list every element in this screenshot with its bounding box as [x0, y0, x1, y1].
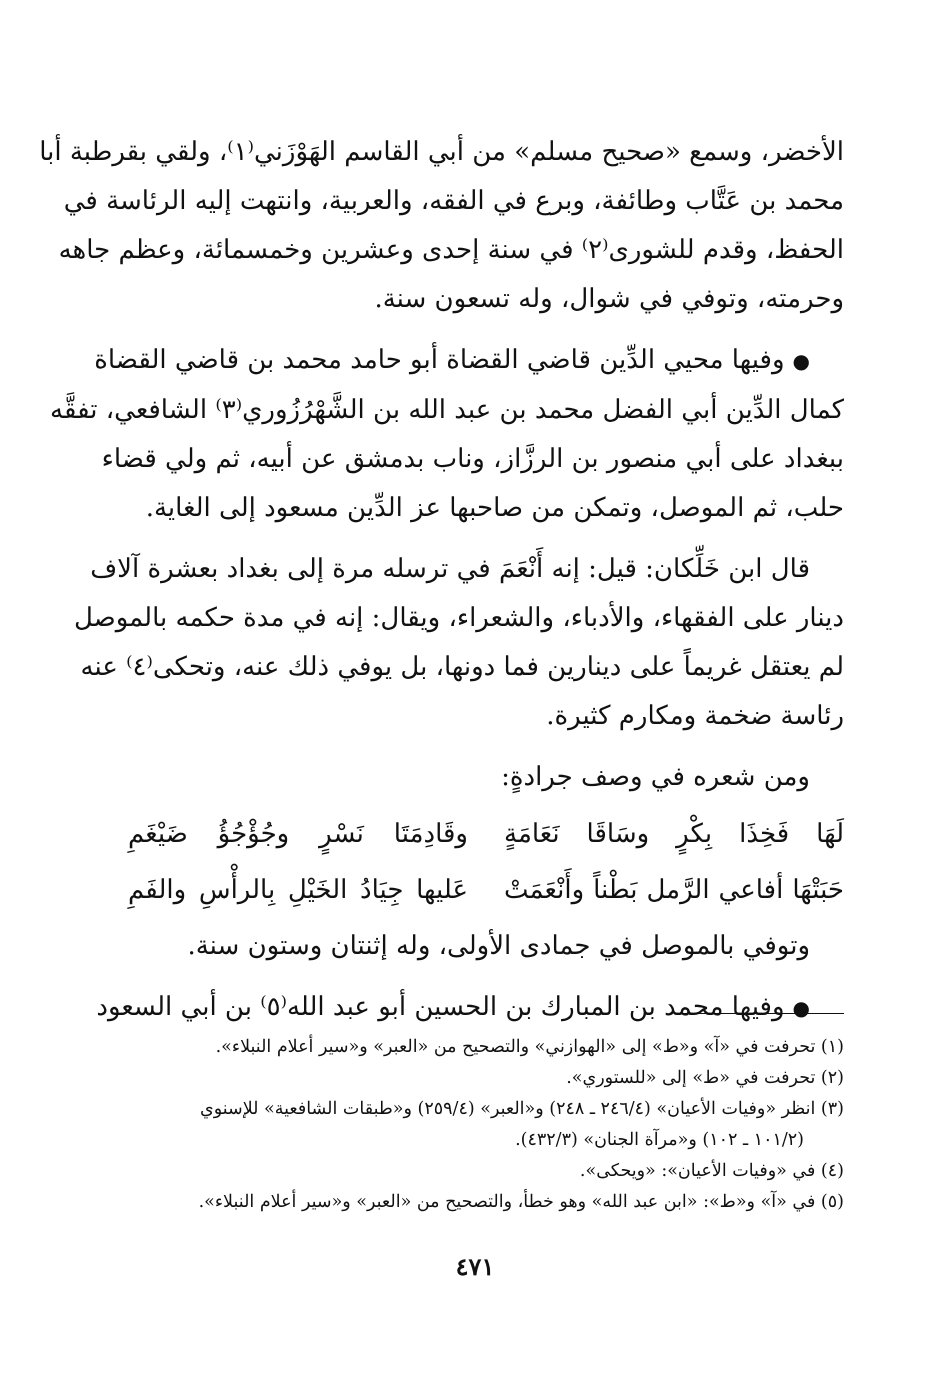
text-line — [73, 594, 844, 643]
text-line — [101, 435, 844, 484]
footnote: (٢) تحرفت في «ط» إلى «للستوري». — [566, 1068, 844, 1088]
text-line — [63, 177, 844, 226]
verse-first-hemistich: لَهَا فَخِذَا بِكْرٍ وسَاقَا نَعَامَةٍ — [504, 819, 844, 849]
text-line-content: لم يعتقل غريماً على دينارين فما دونها، بل يوفي ذلك عنه، وتحكى⁽٤⁾ عنه — [80, 652, 844, 682]
text-line-content: حلب، ثم الموصل، وتمكن من صاحبها عز الدِّين مسعود إلى الغاية. — [145, 493, 844, 523]
footnote: (١٠١/٢ ـ ١٠٢) و«مرآة الجنان» (٤٣٢/٣). — [515, 1130, 804, 1150]
verse-second-hemistich: عَليها جِيَادُ الخَيْلِ بِالرأْسِ والفَمِ — [128, 875, 468, 905]
text-line — [58, 226, 844, 275]
text-line — [128, 275, 844, 324]
page-number: ٤٧١ — [455, 1252, 495, 1281]
bullet-icon: ● — [792, 996, 810, 1020]
poem — [128, 806, 844, 918]
verse-second-hemistich: وقَادِمَتَا نَسْرٍ وجُؤْجُؤُ ضَيْغَمِ — [128, 819, 468, 849]
text-line — [128, 484, 844, 533]
text-line — [39, 128, 844, 177]
paragraph — [50, 336, 844, 533]
bullet-icon: ● — [792, 349, 810, 373]
verse-line — [128, 862, 844, 918]
text-line — [128, 692, 844, 741]
last-paragraph — [96, 983, 844, 1033]
last-paragraph-text: وفيها محمد بن المبارك بن الحسين أبو عبد الله⁽٥⁾ بن أبي السعود — [96, 992, 785, 1022]
footnote-separator — [684, 1013, 844, 1014]
paragraph — [39, 128, 844, 324]
footnotes — [124, 1032, 844, 1218]
text-line-content: الأخضر، وسمع «صحيح مسلم» من أبي القاسم الهَوْزَني⁽١⁾، ولقي بقرطبة أبا — [39, 137, 844, 167]
text-line-content: ومن شعره في وصف جرادةٍ: — [501, 762, 810, 792]
verse-line — [128, 806, 844, 862]
text-line-content: رئاسة ضخمة ومكارم كثيرة. — [546, 701, 844, 731]
text-line-content: وحرمته، وتوفي في شوال، وله تسعون سنة. — [374, 284, 844, 314]
text-line-content: ببغداد على أبي منصور بن الرزَّاز، وناب بدمشق عن أبيه، ثم ولي قضاء — [101, 444, 844, 474]
footnote: (٣) انظر «وفيات الأعيان» (٢٤٦/٤ ـ ٢٤٨) و«العبر» (٢٥٩/٤) و«طبقات الشافعية» للإسنوي — [200, 1099, 844, 1119]
text-line — [128, 753, 844, 802]
footnote: (٤) في «وفيات الأعيان»: «ويحكى». — [579, 1161, 844, 1181]
paragraph — [128, 753, 844, 802]
paragraphs — [39, 128, 844, 802]
text-line-content: دينار على الفقهاء، والأدباء، والشعراء، ويقال: إنه في مدة حكمه بالموصل — [73, 603, 844, 633]
paragraph — [73, 545, 844, 741]
main-text — [39, 128, 844, 1033]
footnote: (١) تحرفت في «آ» و«ط» إلى «الهوازني» والتصحيح من «العبر» و«سير أعلام النبلاء». — [215, 1037, 844, 1057]
text-line — [50, 386, 844, 435]
death-note: وتوفي بالموصل في جمادى الأولى، وله إثنتان وستون سنة. — [187, 931, 810, 961]
footnote: (٥) في «آ» و«ط»: «ابن عبد الله» وهو خطأ، والتصحيح من «العبر» و«سير أعلام النبلاء». — [198, 1192, 844, 1212]
text-line — [94, 336, 844, 386]
text-line — [90, 545, 844, 594]
text-line-content: كمال الدِّين أبي الفضل محمد بن عبد الله بن الشَّهْرُزُوري⁽٣⁾ الشافعي، تفقَّه — [50, 395, 844, 425]
text-line-content: الحفظ، وقدم للشورى⁽٢⁾ في سنة إحدى وعشرين وخمسمائة، وعظم جاهه — [58, 235, 844, 265]
verse-first-hemistich: حَبَتْهَا أفاعي الرَّمل بَطْناً وأَنْعَمَتْ — [504, 875, 844, 905]
text-line — [80, 643, 844, 692]
text-line-content: وفيها محيي الدِّين قاضي القضاة أبو حامد محمد بن قاضي القضاة — [94, 345, 785, 375]
text-line-content: قال ابن خَلِّكان: قيل: إنه أَنْعَمَ في ترسله مرة إلى بغداد بعشرة آلاف — [90, 554, 810, 584]
text-line-content: محمد بن عَتَّاب وطائفة، وبرع في الفقه، والعربية، وانتهت إليه الرئاسة في — [63, 186, 844, 216]
